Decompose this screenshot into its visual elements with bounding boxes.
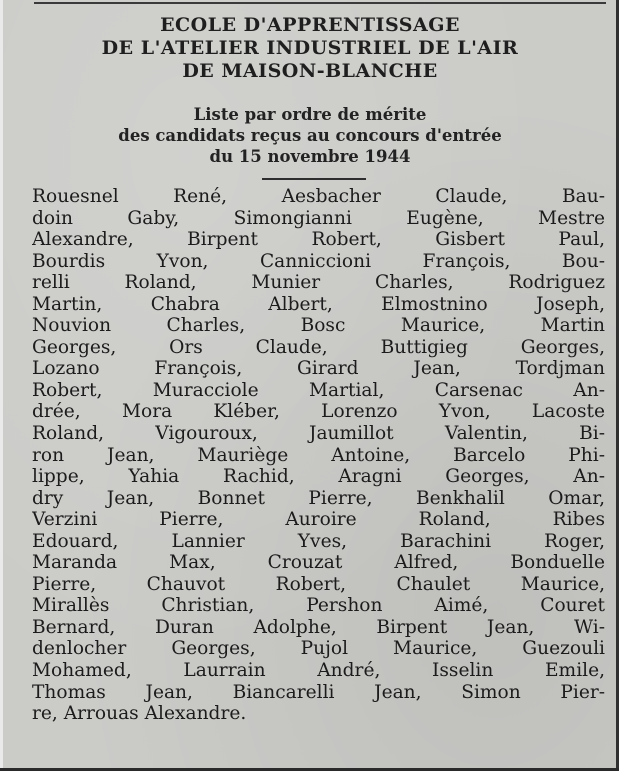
text-line: Verzini Pierre, Auroire Roland, Ribes — [32, 509, 605, 531]
article-subheading — [20, 104, 600, 167]
text-line: Martin, Chabra Albert, Elmostnino Joseph, — [32, 293, 605, 315]
text-line: Mohamed, Laurrain André, Isselin Emile, — [32, 660, 605, 682]
heading-line-3: DE MAISON-BLANCHE — [182, 60, 438, 82]
text-line: doin Gaby, Simongianni Eugène, Mestre — [32, 207, 605, 229]
subheading-line-1: Liste par ordre de mérite — [193, 105, 427, 124]
text-line: Edouard, Lannier Yves, Barachini Roger, — [32, 530, 605, 552]
text-line: Mirallès Christian, Pershon Aimé, Couret — [32, 595, 605, 617]
text-line: lippe, Yahia Rachid, Aragni Georges, An- — [32, 466, 605, 488]
text-line: Georges, Ors Claude, Buttigieg Georges, — [32, 336, 605, 358]
text-line: Thomas Jean, Biancarelli Jean, Simon Pier- — [32, 681, 605, 703]
subheading-line-2: des candidats reçus au concours d'entrée — [118, 126, 502, 145]
text-line: Pierre, Chauvot Robert, Chaulet Maurice, — [32, 573, 605, 595]
text-line: dry Jean, Bonnet Pierre, Benkhalil Omar, — [32, 487, 605, 509]
text-line: Bourdis Yvon, Canniccioni François, Bou- — [32, 250, 605, 272]
subheading-line-3: du 15 novembre 1944 — [209, 147, 411, 166]
section-divider — [262, 178, 366, 180]
article-heading — [20, 14, 600, 83]
text-line: Alexandre, Birpent Robert, Gisbert Paul, — [32, 229, 605, 251]
text-line: Roland, Vigouroux, Jaumillot Valentin, Bi- — [32, 423, 605, 445]
text-line: Bernard, Duran Adolphe, Birpent Jean, Wi- — [32, 616, 605, 638]
candidate-list — [32, 186, 605, 725]
heading-line-2: DE L'ATELIER INDUSTRIEL DE L'AIR — [101, 37, 519, 59]
text-line: denlocher Georges, Pujol Maurice, Guezouli — [32, 638, 605, 660]
text-line: Robert, Muracciole Martial, Carsenac An- — [32, 379, 605, 401]
text-line: ron Jean, Mauriège Antoine, Barcelo Phi- — [32, 444, 605, 466]
text-line: Rouesnel René, Aesbacher Claude, Bau- — [32, 186, 605, 207]
text-line: drée, Mora Kléber, Lorenzo Yvon, Lacoste — [32, 401, 605, 423]
text-line: Maranda Max, Crouzat Alfred, Bonduelle — [32, 552, 605, 574]
top-rule — [34, 2, 606, 4]
heading-line-1: ECOLE D'APPRENTISSAGE — [160, 14, 460, 36]
text-line: Lozano François, Girard Jean, Tordjman — [32, 358, 605, 380]
left-scan-edge — [0, 0, 3, 771]
text-line: Nouvion Charles, Bosc Maurice, Martin — [32, 315, 605, 337]
text-line: relli Roland, Munier Charles, Rodriguez — [32, 272, 605, 294]
text-line: re, Arrouas Alexandre. — [32, 703, 247, 725]
